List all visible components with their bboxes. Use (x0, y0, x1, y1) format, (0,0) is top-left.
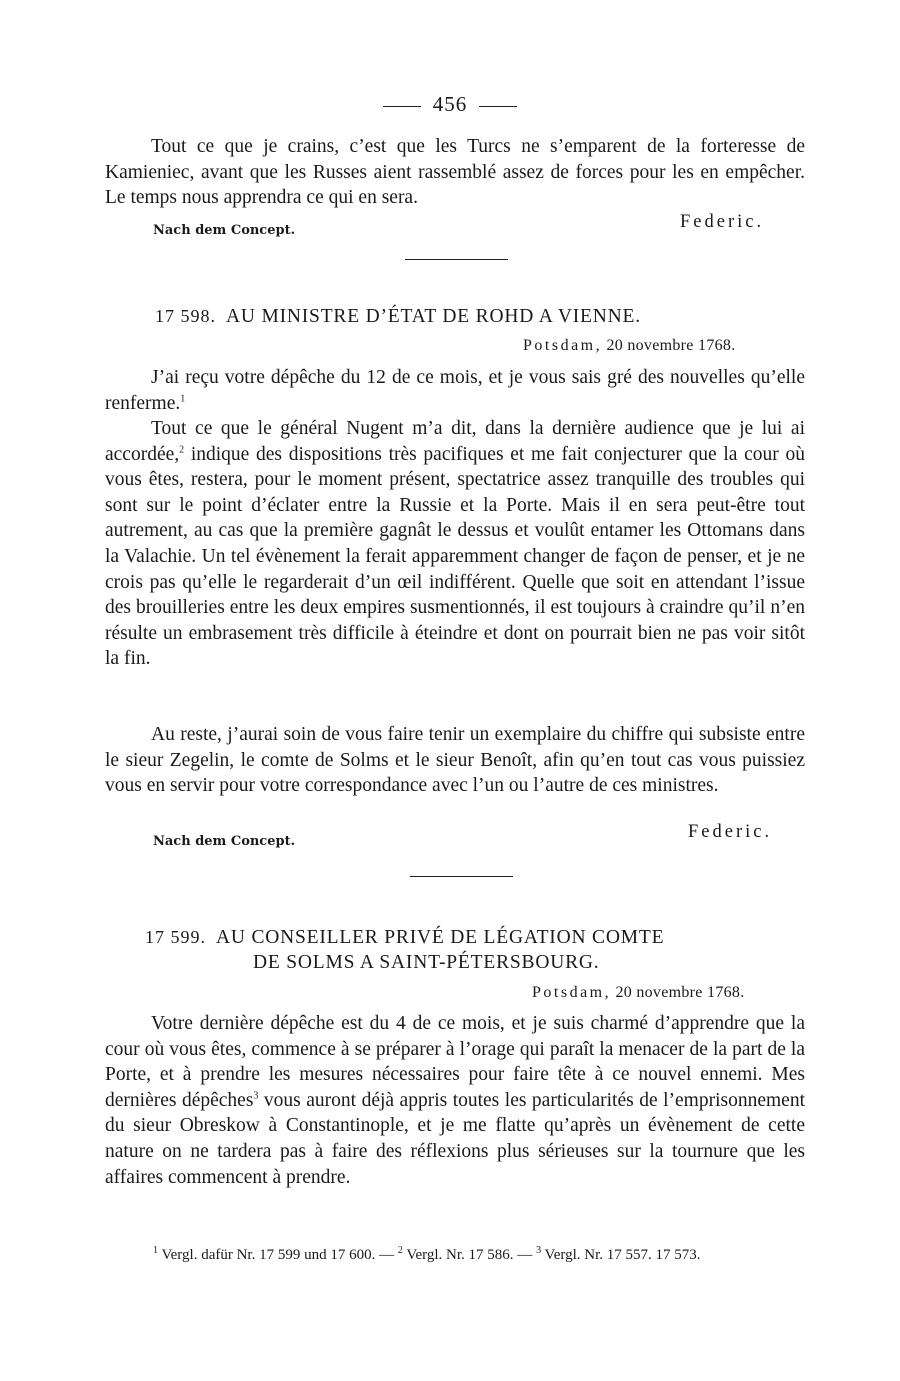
signature: Federic. (680, 212, 765, 232)
letter-number: 17 599. (145, 927, 206, 947)
letter-addressee: AU MINISTRE D’ÉTAT DE ROHD A VIENNE. (226, 306, 641, 327)
footnote-ref: 1 (180, 393, 186, 405)
section-divider (410, 876, 513, 877)
letter-number: 17 598. (155, 306, 216, 326)
dateline: Potsdam, 20 novembre 1768. (523, 337, 736, 354)
page-number-dash-left (383, 106, 421, 107)
letter-heading (155, 303, 641, 330)
dateline: Potsdam, 20 novembre 1768. (532, 984, 745, 1001)
footnotes: $^1$ Vergl. dafür Nr. 17 599 und 17 600. — $^2$ Vergl. Nr. 17 586. — $^3$ Vergl. Nr. 17 557. 17 573. (153, 1245, 701, 1263)
letter-heading (145, 924, 664, 951)
letter-paragraph: J’ai reçu votre dépêche du 12 de ce mois, et je vous sais gré des nouvelles qu’elle renferme.$^1$ (105, 367, 805, 414)
letter-heading-line2: DE SOLMS A SAINT-PÉTERSBOURG. (253, 952, 600, 973)
page-number-dash-right (479, 106, 517, 107)
source-note: Nach dem Concept. (153, 223, 296, 238)
letter-paragraph: Tout ce que le général Nugent m’a dit, dans la dernière audience que je lui ai accordée,$^2$ indique des dispositions très pacifiques et me fait conjecturer que la cour où vous êtes, restera, pour le moment présent, spectatrice assez tranquille des troubles qui sont sur le point d’éclater entre la Russie et la Porte. Mais il en sera peut-être tout autrement, au cas que la première gagnât le dessus et voulût entamer les Ottomans dans la Valachie. Un tel évènement la ferait apparemment changer de façon de penser, et je ne crois pas qu’elle le regarderait d’un œil indifférent. Quelle que soit en attendant l’issue des brouilleries entre les deux empires susmentionnés, il est toujours à craindre qu’il n’en résulte un embrasement très difficile à éteindre et dont on pourrait bien ne pas voir sitôt la fin. (105, 418, 805, 670)
source-note: Nach dem Concept. (153, 834, 296, 849)
section-divider (405, 259, 508, 260)
letter-addressee: AU CONSEILLER PRIVÉ DE LÉGATION COMTE (216, 927, 665, 948)
letter-paragraph: Au reste, j’aurai soin de vous faire tenir un exemplaire du chiffre qui subsiste entre le sieur Zegelin, le comte de Solms et le sieur Benoît, afin qu’en tout cas vous puissiez vous en servir pour votre correspondance avec l’un ou l’autre de ces ministres. (105, 724, 805, 797)
continuation-paragraph: Tout ce que je crains, c’est que les Turcs ne s’emparent de la forteresse de Kamieniec, avant que les Russes aient rassemblé assez de forces pour les en empêcher. Le temps nous apprendra ce qui en sera. (105, 136, 805, 209)
signature: Federic. (688, 822, 773, 842)
letter-paragraph: Votre dernière dépêche est du 4 de ce mois, et je suis charmé d’apprendre que la cour où vous êtes, commence à se préparer à l’orage qui paraît la menacer de la part de la Porte, et à prendre les mesures nécessaires pour faire tête à ce nouvel ennemi. Mes dernières dépêches$^3$ vous auront déjà appris toutes les particularités de l’emprisonnement du sieur Obreskow à Constantinople, et je me flatte qu’après un évènement de cette nature on ne tardera pas à faire des réflexions plus sérieuses sur la tournure que les affaires commencent à prendre. (105, 1013, 805, 1188)
footnote-ref: 2 (179, 444, 185, 456)
footnote-ref: 3 (253, 1090, 259, 1102)
page-number: 456 (0, 92, 900, 117)
